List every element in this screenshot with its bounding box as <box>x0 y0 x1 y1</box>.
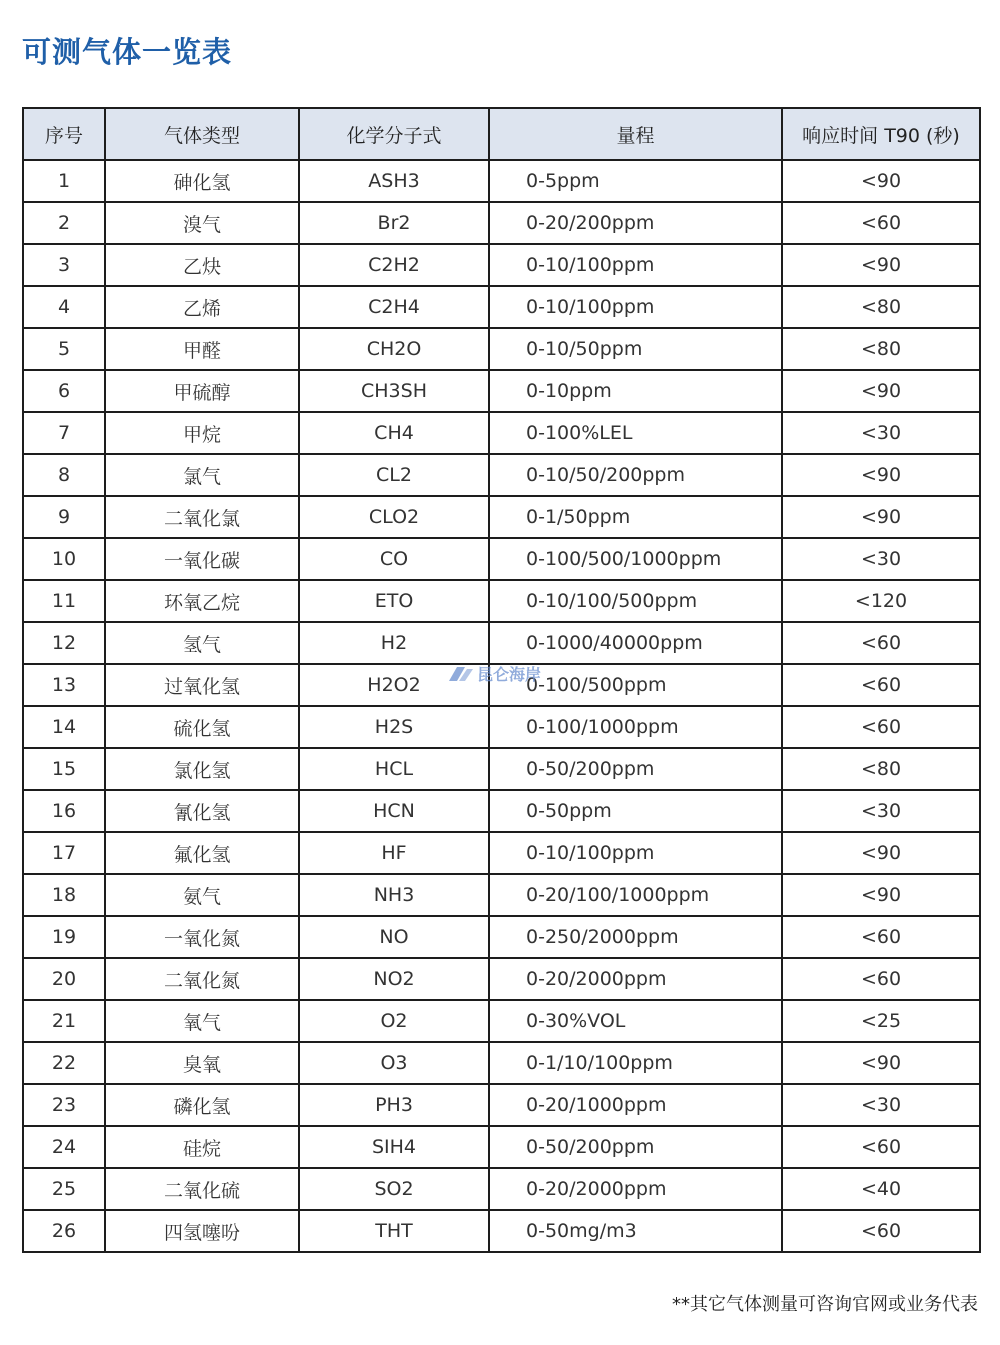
cell-response-time: <90 <box>782 832 980 874</box>
cell-no: 10 <box>23 538 105 580</box>
watermark-text: 昆仑海岸 <box>477 665 542 684</box>
cell-range: 0-10ppm <box>489 370 782 412</box>
table-row <box>23 538 980 580</box>
cell-formula: H2 <box>299 622 489 664</box>
cell-gas-type: 臭氧 <box>105 1042 299 1084</box>
cell-formula: NO2 <box>299 958 489 1000</box>
cell-response-time: <90 <box>782 1042 980 1084</box>
cell-no: 16 <box>23 790 105 832</box>
table-row <box>23 916 980 958</box>
cell-range: 0-100%LEL <box>489 412 782 454</box>
cell-formula: CL2 <box>299 454 489 496</box>
cell-range: 0-20/1000ppm <box>489 1084 782 1126</box>
cell-gas-type: 氟化氢 <box>105 832 299 874</box>
cell-formula: Br2 <box>299 202 489 244</box>
cell-gas-type: 氢气 <box>105 622 299 664</box>
cell-range: 0-10/100ppm <box>489 286 782 328</box>
table-row <box>23 202 980 244</box>
table-row <box>23 832 980 874</box>
table-row <box>23 1042 980 1084</box>
cell-response-time: <90 <box>782 244 980 286</box>
cell-no: 19 <box>23 916 105 958</box>
cell-formula: PH3 <box>299 1084 489 1126</box>
cell-range: 0-5ppm <box>489 160 782 202</box>
table-body <box>23 160 980 1252</box>
table-row <box>23 580 980 622</box>
cell-response-time: <90 <box>782 874 980 916</box>
page-title: 可测气体一览表 <box>22 35 233 69</box>
cell-range: 0-50mg/m3 <box>489 1210 782 1252</box>
cell-response-time: <30 <box>782 790 980 832</box>
cell-range: 0-250/2000ppm <box>489 916 782 958</box>
cell-gas-type: 过氧化氢 <box>105 664 299 706</box>
cell-response-time: <120 <box>782 580 980 622</box>
cell-response-time: <90 <box>782 160 980 202</box>
cell-range: 0-30%VOL <box>489 1000 782 1042</box>
cell-gas-type: 甲硫醇 <box>105 370 299 412</box>
cell-no: 2 <box>23 202 105 244</box>
cell-range: 0-20/2000ppm <box>489 958 782 1000</box>
cell-gas-type: 二氧化氮 <box>105 958 299 1000</box>
cell-gas-type: 硅烷 <box>105 1126 299 1168</box>
cell-gas-type: 氰化氢 <box>105 790 299 832</box>
cell-formula: O2 <box>299 1000 489 1042</box>
cell-response-time: <30 <box>782 1084 980 1126</box>
cell-no: 26 <box>23 1210 105 1252</box>
gas-table <box>22 107 981 1253</box>
cell-gas-type: 一氧化氮 <box>105 916 299 958</box>
cell-gas-type: 二氧化硫 <box>105 1168 299 1210</box>
cell-gas-type: 乙炔 <box>105 244 299 286</box>
header-formula: 化学分子式 <box>299 108 489 160</box>
cell-range: 0-20/200ppm <box>489 202 782 244</box>
cell-formula: CH2O <box>299 328 489 370</box>
table-row <box>23 244 980 286</box>
table-row <box>23 1000 980 1042</box>
cell-formula: H2S <box>299 706 489 748</box>
cell-formula: HF <box>299 832 489 874</box>
cell-no: 21 <box>23 1000 105 1042</box>
cell-response-time: <60 <box>782 706 980 748</box>
table-row <box>23 874 980 916</box>
cell-range: 0-50ppm <box>489 790 782 832</box>
cell-gas-type: 氨气 <box>105 874 299 916</box>
cell-formula: O3 <box>299 1042 489 1084</box>
table-row <box>23 454 980 496</box>
cell-formula: CH3SH <box>299 370 489 412</box>
cell-range: 0-100/500ppm <box>489 664 782 706</box>
table-row <box>23 1126 980 1168</box>
cell-no: 11 <box>23 580 105 622</box>
cell-response-time: <40 <box>782 1168 980 1210</box>
table-row <box>23 286 980 328</box>
cell-gas-type: 乙烯 <box>105 286 299 328</box>
header-no: 序号 <box>23 108 105 160</box>
table-row <box>23 328 980 370</box>
cell-response-time: <60 <box>782 664 980 706</box>
cell-formula: SIH4 <box>299 1126 489 1168</box>
cell-formula: C2H4 <box>299 286 489 328</box>
cell-range: 0-100/500/1000ppm <box>489 538 782 580</box>
cell-no: 18 <box>23 874 105 916</box>
cell-gas-type: 氯气 <box>105 454 299 496</box>
cell-range: 0-10/100ppm <box>489 832 782 874</box>
cell-response-time: <60 <box>782 202 980 244</box>
cell-gas-type: 氯化氢 <box>105 748 299 790</box>
table-row <box>23 370 980 412</box>
header-row <box>23 108 980 160</box>
cell-no: 9 <box>23 496 105 538</box>
table-row <box>23 664 980 706</box>
cell-range: 0-1000/40000ppm <box>489 622 782 664</box>
cell-formula: CLO2 <box>299 496 489 538</box>
table-row <box>23 1210 980 1252</box>
cell-gas-type: 二氧化氯 <box>105 496 299 538</box>
cell-formula: HCL <box>299 748 489 790</box>
cell-range: 0-20/100/1000ppm <box>489 874 782 916</box>
cell-response-time: <90 <box>782 454 980 496</box>
cell-no: 5 <box>23 328 105 370</box>
cell-gas-type: 一氧化碳 <box>105 538 299 580</box>
cell-response-time: <60 <box>782 622 980 664</box>
cell-gas-type: 砷化氢 <box>105 160 299 202</box>
cell-no: 6 <box>23 370 105 412</box>
cell-response-time: <60 <box>782 1210 980 1252</box>
header-gas-type: 气体类型 <box>105 108 299 160</box>
cell-formula: THT <box>299 1210 489 1252</box>
table-row <box>23 790 980 832</box>
cell-gas-type: 四氢噻吩 <box>105 1210 299 1252</box>
cell-gas-type: 甲烷 <box>105 412 299 454</box>
cell-formula: CO <box>299 538 489 580</box>
cell-response-time: <80 <box>782 748 980 790</box>
cell-no: 3 <box>23 244 105 286</box>
cell-response-time: <30 <box>782 538 980 580</box>
cell-response-time: <30 <box>782 412 980 454</box>
cell-gas-type: 甲醛 <box>105 328 299 370</box>
table-row <box>23 412 980 454</box>
cell-gas-type: 环氧乙烷 <box>105 580 299 622</box>
cell-formula: H2O2 <box>299 664 489 706</box>
cell-range: 0-10/100ppm <box>489 244 782 286</box>
cell-formula: C2H2 <box>299 244 489 286</box>
cell-response-time: <25 <box>782 1000 980 1042</box>
header-response-time: 响应时间 T90 (秒) <box>782 108 980 160</box>
cell-gas-type: 硫化氢 <box>105 706 299 748</box>
cell-response-time: <60 <box>782 958 980 1000</box>
table-row <box>23 958 980 1000</box>
cell-no: 4 <box>23 286 105 328</box>
table-row <box>23 622 980 664</box>
cell-response-time: <60 <box>782 916 980 958</box>
cell-response-time: <80 <box>782 328 980 370</box>
cell-range: 0-10/50/200ppm <box>489 454 782 496</box>
cell-no: 8 <box>23 454 105 496</box>
cell-formula: HCN <box>299 790 489 832</box>
cell-formula: ASH3 <box>299 160 489 202</box>
table-row <box>23 1168 980 1210</box>
cell-range: 0-100/1000ppm <box>489 706 782 748</box>
cell-response-time: <60 <box>782 1126 980 1168</box>
cell-no: 25 <box>23 1168 105 1210</box>
cell-gas-type: 溴气 <box>105 202 299 244</box>
cell-no: 7 <box>23 412 105 454</box>
cell-no: 1 <box>23 160 105 202</box>
cell-no: 23 <box>23 1084 105 1126</box>
header-range: 量程 <box>489 108 782 160</box>
table-row <box>23 1084 980 1126</box>
table-header <box>23 108 980 160</box>
table-row <box>23 496 980 538</box>
cell-formula: SO2 <box>299 1168 489 1210</box>
cell-no: 17 <box>23 832 105 874</box>
cell-range: 0-10/100/500ppm <box>489 580 782 622</box>
cell-range: 0-50/200ppm <box>489 1126 782 1168</box>
cell-gas-type: 磷化氢 <box>105 1084 299 1126</box>
cell-formula: ETO <box>299 580 489 622</box>
cell-range: 0-20/2000ppm <box>489 1168 782 1210</box>
cell-range: 0-1/10/100ppm <box>489 1042 782 1084</box>
cell-gas-type: 氧气 <box>105 1000 299 1042</box>
cell-range: 0-1/50ppm <box>489 496 782 538</box>
cell-no: 24 <box>23 1126 105 1168</box>
cell-range: 0-50/200ppm <box>489 748 782 790</box>
table-row <box>23 706 980 748</box>
table-row <box>23 748 980 790</box>
cell-formula: NH3 <box>299 874 489 916</box>
cell-no: 13 <box>23 664 105 706</box>
cell-no: 14 <box>23 706 105 748</box>
cell-no: 22 <box>23 1042 105 1084</box>
cell-formula: NO <box>299 916 489 958</box>
cell-response-time: <80 <box>782 286 980 328</box>
cell-no: 12 <box>23 622 105 664</box>
cell-response-time: <90 <box>782 496 980 538</box>
cell-no: 15 <box>23 748 105 790</box>
cell-formula: CH4 <box>299 412 489 454</box>
cell-range: 0-10/50ppm <box>489 328 782 370</box>
table-row <box>23 160 980 202</box>
footnote: **其它气体测量可咨询官网或业务代表 <box>672 1294 978 1315</box>
cell-no: 20 <box>23 958 105 1000</box>
cell-response-time: <90 <box>782 370 980 412</box>
